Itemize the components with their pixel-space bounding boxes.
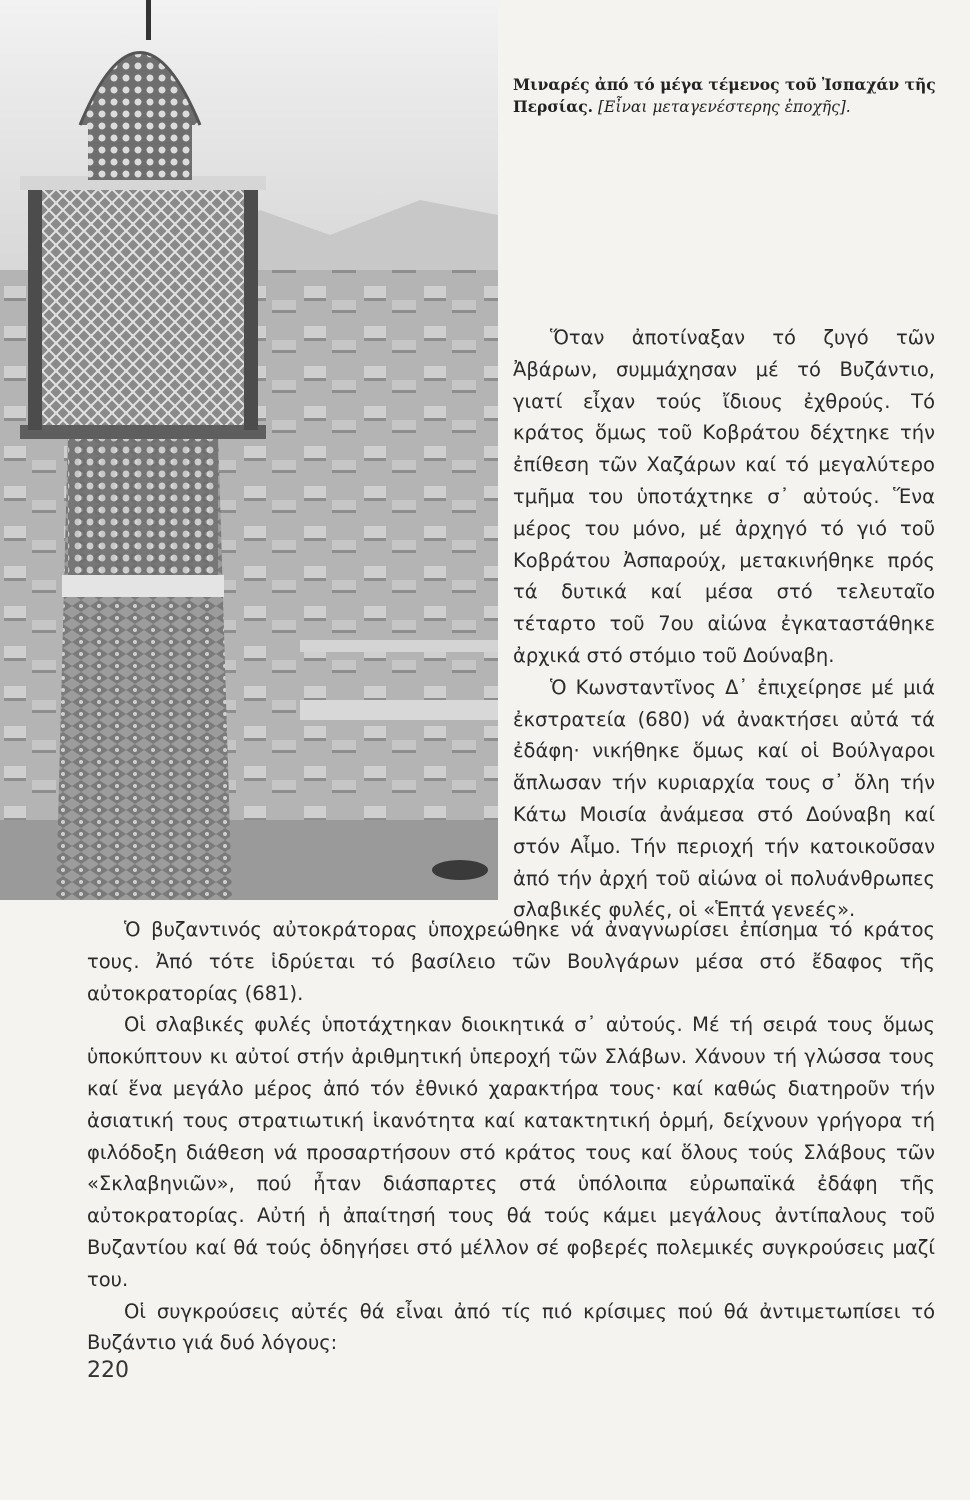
minaret-photo	[0, 0, 498, 900]
caption-note: [Εἶναι μεταγενέστερης ἐποχῆς].	[598, 98, 851, 116]
page-number: 220	[87, 1358, 129, 1383]
figure-caption	[513, 74, 953, 118]
main-paragraph-3: Οἱ συγκρούσεις αὐτές θά εἶναι ἀπό τίς πιό κρίσιμες πού θά ἀντιμετωπίσει τό Βυζάντιο γιά δυό λόγους:	[87, 1299, 935, 1355]
caption-title: Μιναρές ἀπό τό μέγα τέμενος τοῦ Ἰσπαχάν τῆς Περσίας.	[513, 75, 936, 116]
side-paragraph-2: Ὁ Κωνσταντῖνος Δ᾽ ἐπιχείρησε μέ μιά ἐκστρατεία (680) νά ἀνακτήσει αὐτά τά ἐδάφη· νικήθηκε ὅμως καί οἱ Βούλγαροι ἅπλωσαν τήν κυριαρχία τους σ᾽ ὅλη τήν Κάτω Μοισία ἀνάμεσα στό Δούναβη καί στόν Αἶμο. Τήν περιοχή τήν κατοικοῦσαν ἀπό τήν ἀρχή τοῦ αἰώνα οἱ πολυάνθρωπες σλαβικές φυλές, οἱ «Ἑπτά γενεές».	[513, 675, 935, 922]
main-paragraph-2: Οἱ σλαβικές φυλές ὑποτάχτηκαν διοικητικά σ᾽ αὐτούς. Μέ τή σειρά τους ὅμως ὑποκύπτουν κι αὐτοί στήν ἀριθμητική ὑπεροχή τῶν Σλάβων. Χάνουν τή γλώσσα τους καί ἕνα μεγάλο μέρος ἀπό τόν ἐθνικό χαρακτήρα τους· καί καθώς διατηροῦν τήν ἀσιατική τους στρατιωτική ἱκανότητα καί κατακτητική ὁρμή, δείχνουν γρήγορα τή φιλόδοξη διάθεση νά προσαρτήσουν στό κράτος τους καί ὅλους τούς Σλάβους τῶν «Σκλαβηνιῶν», πού ἦταν διάσπαρτες στά ὑπόλοιπα εὐρωπαϊκά ἐδάφη τῆς αὐτοκρατορίας. Αὐτή ἡ ἀπαίτησή τους θά τούς κάμει μεγάλους ἀντίπαλους τοῦ Βυζαντίου καί θά τούς ὁδηγήσει στό μέλλον σέ φοβερές πολεμικές συγκρούσεις μαζί του.	[87, 1013, 935, 1291]
main-column	[87, 914, 935, 1359]
side-column	[513, 322, 935, 926]
main-paragraph-1: Ὁ βυζαντινός αὐτοκράτορας ὑποχρεώθηκε νά ἀναγνωρίσει ἐπίσημα τό κράτος τους. Ἀπό τότε ἱδρύεται τό βασίλειο τῶν Βουλγάρων μέσα στό ἔδαφος τῆς αὐτοκρατορίας (681).	[87, 918, 935, 1005]
minaret-photo-icon	[0, 0, 498, 900]
side-paragraph-1: Ὅταν ἀποτίναξαν τό ζυγό τῶν Ἀβάρων, συμμάχησαν μέ τό Βυζάντιο, γιατί εἶχαν τούς ἴδιους ἐχθρούς. Τό κράτος ὅμως τοῦ Κοβράτου δέχτηκε τήν ἐπίθεση τῶν Χαζάρων καί τό μεγαλύτερο τμῆμα του ὑποτάχτηκε σ᾽ αὐτούς. Ἕνα μέρος του μόνο, μέ ἀρχηγό τό γιό τοῦ Κοβράτου Ἀσπαρούχ, μετακινήθηκε πρός τά δυτικά καί μέσα στό τελευταῖο τέταρτο τοῦ 7ου αἰώνα ἐγκαταστάθηκε ἀρχικά στό στόμιο τοῦ Δούναβη.	[513, 326, 935, 667]
